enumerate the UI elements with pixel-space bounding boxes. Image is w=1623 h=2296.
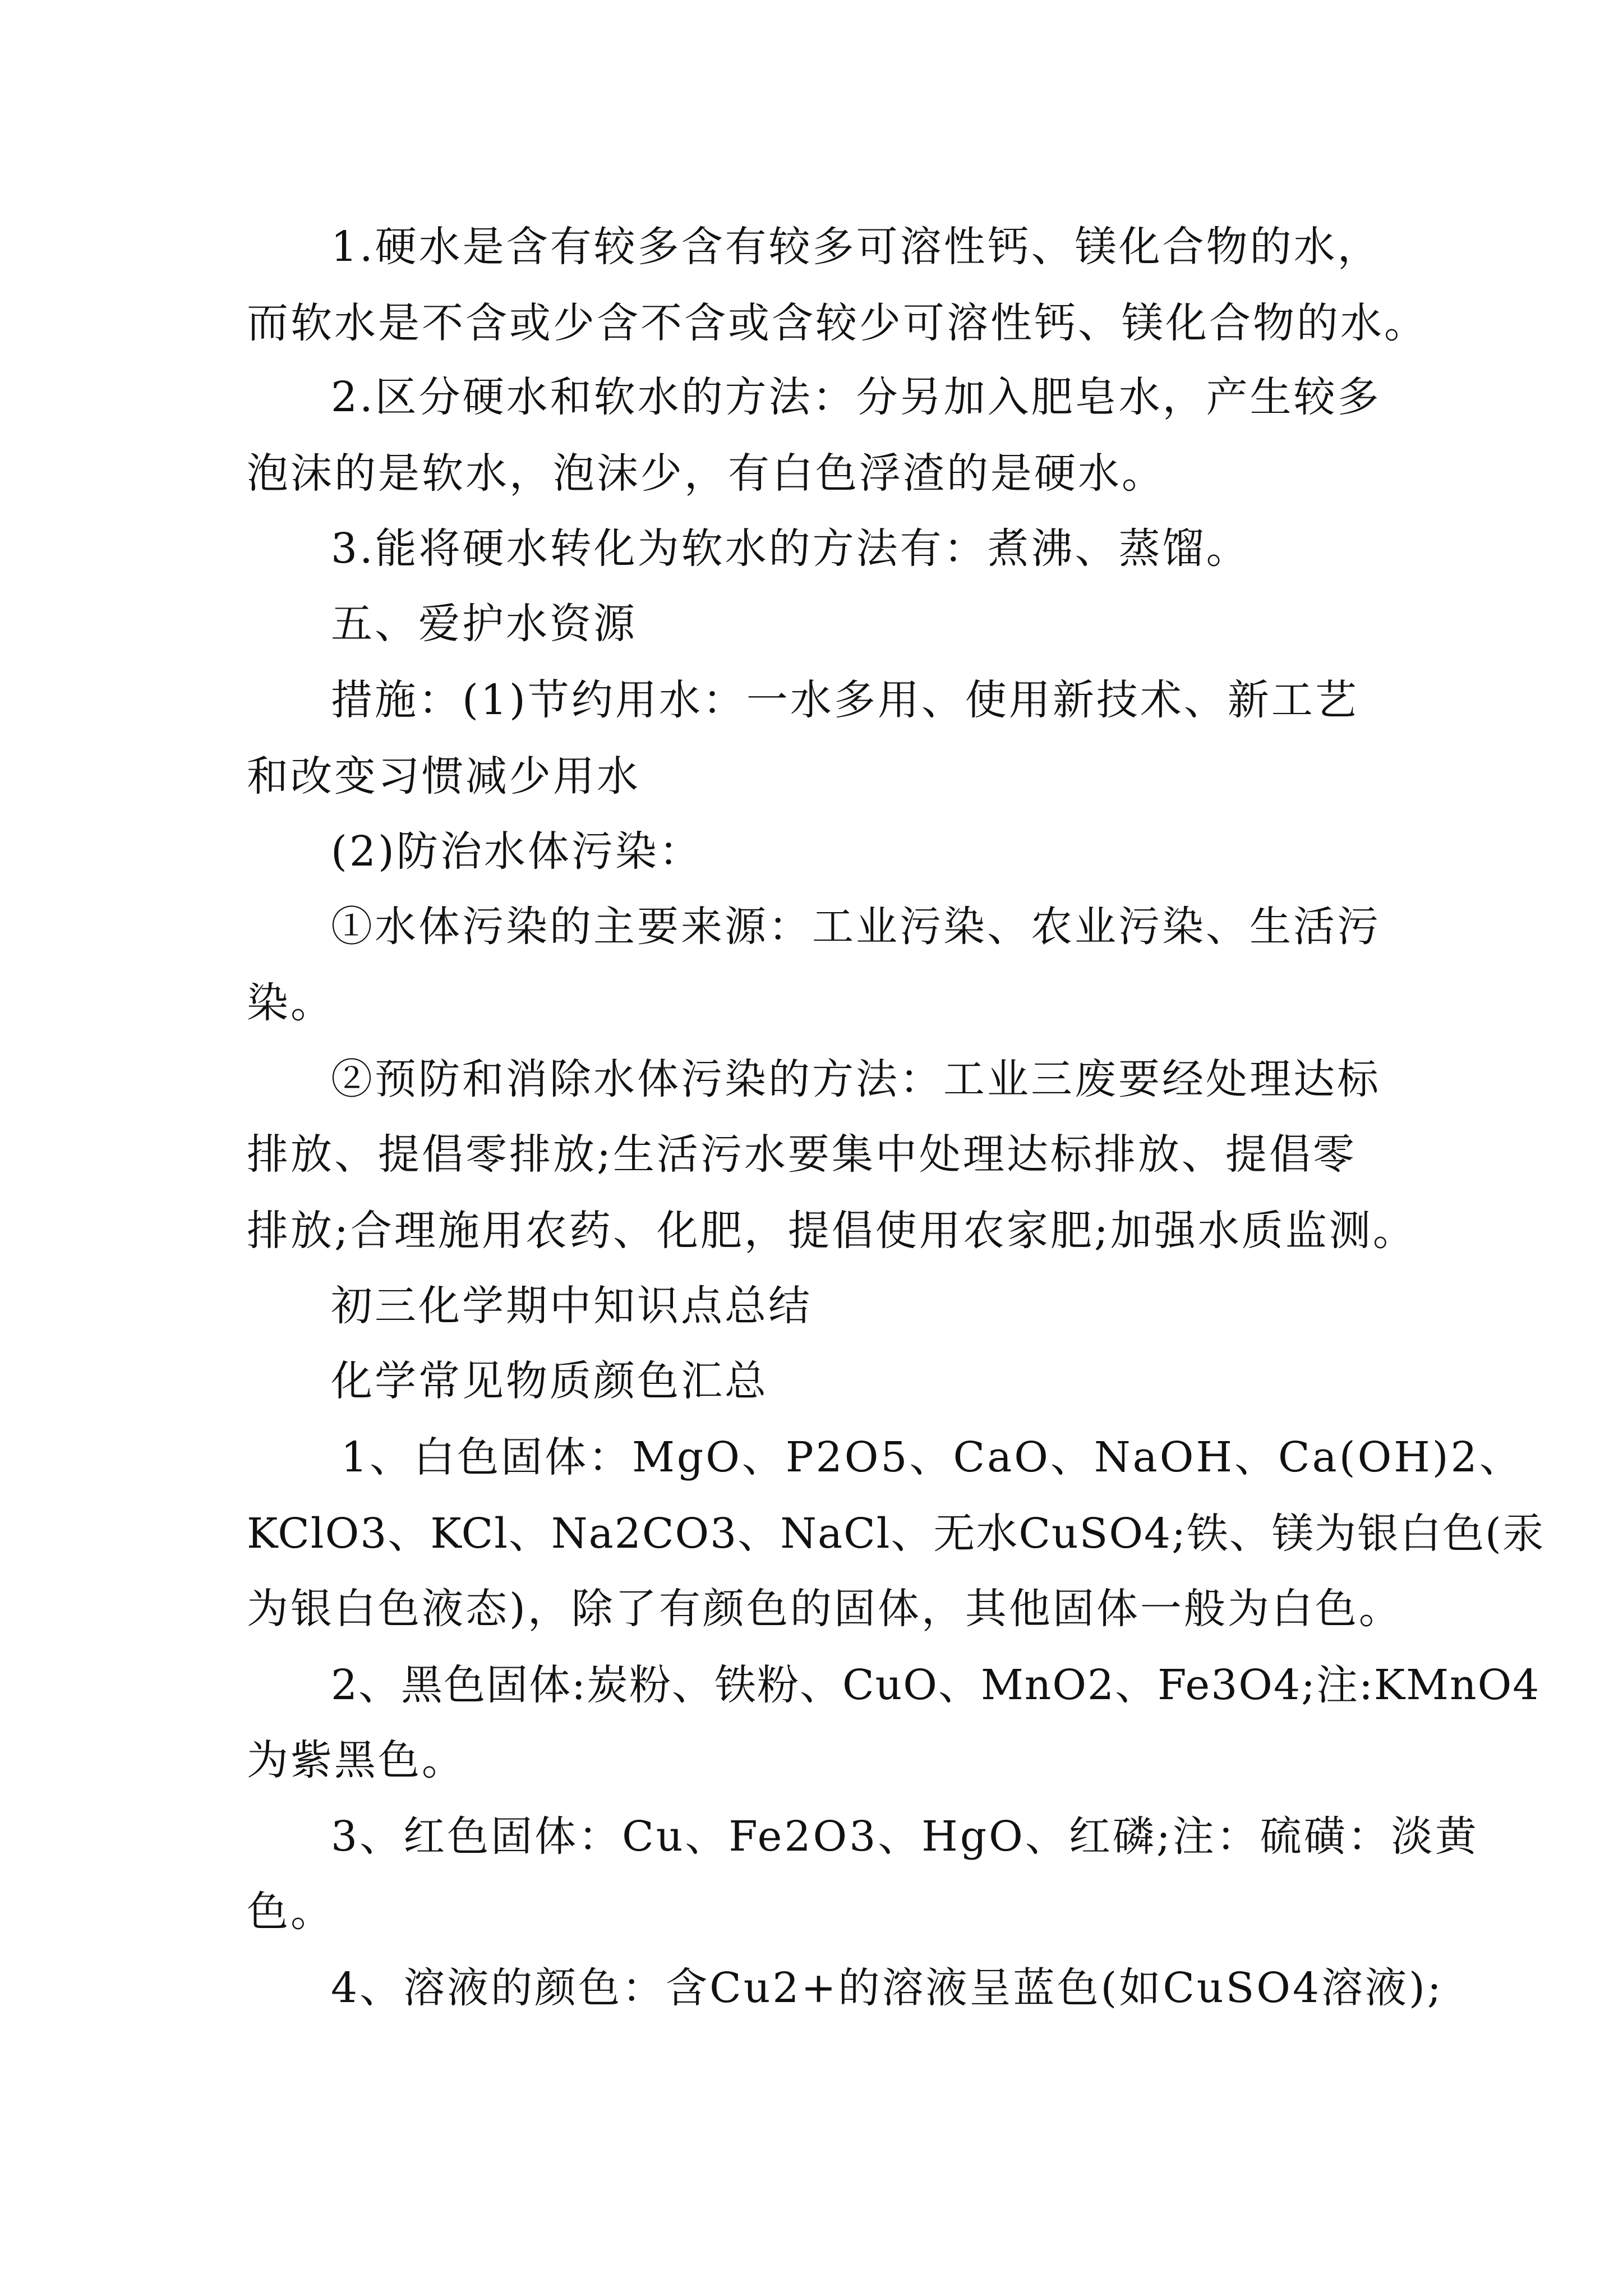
text-line: 排放、提倡零排放;生活污水要集中处理达标排放、提倡零 [247, 1130, 1357, 1179]
text-line: 2、黑色固体:炭粉、铁粉、CuO、MnO2、Fe3O4;注:KMnO4 [331, 1661, 1541, 1709]
text-line: (2)防治水体污染： [331, 827, 703, 876]
text-line: ②预防和消除水体污染的方法：工业三废要经处理达标 [331, 1055, 1381, 1103]
text-line: 2.区分硬水和软水的方法：分另加入肥皂水，产生较多 [331, 373, 1381, 421]
text-line: 染。 [247, 979, 334, 1027]
text-line: 3.能将硬水转化为软水的方法有：煮沸、蒸馏。 [331, 524, 1250, 573]
text-line: 泡沫的是软水，泡沫少，有白色浮渣的是硬水。 [247, 449, 1165, 498]
text-line: 为银白色液态)，除了有颜色的固体，其他固体一般为白色。 [247, 1585, 1403, 1633]
text-line: 和改变习惯减少用水 [247, 752, 640, 800]
section-heading: 化学常见物质颜色汇总 [331, 1357, 768, 1405]
text-line: ①水体污染的主要来源：工业污染、农业污染、生活污 [331, 903, 1381, 951]
text-line: 而软水是不含或少含不含或含较少可溶性钙、镁化合物的水。 [247, 299, 1428, 347]
section-heading: 初三化学期中知识点总结 [331, 1282, 812, 1330]
text-line: 措施：(1)节约用水：一水多用、使用新技术、新工艺 [331, 676, 1359, 724]
text-line: 排放;合理施用农药、化肥，提倡使用农家肥;加强水质监测。 [247, 1207, 1417, 1255]
text-line: KClO3、KCl、Na2CO3、NaCl、无水CuSO4;铁、镁为银白色(汞 [247, 1510, 1545, 1558]
section-heading: 五、爱护水资源 [331, 600, 637, 648]
text-line: 1、白色固体：MgO、P2O5、CaO、NaOH、Ca(OH)2、 [341, 1433, 1523, 1481]
text-line: 色。 [247, 1888, 334, 1936]
text-line: 4、溶液的颜色：含Cu2+的溶液呈蓝色(如CuSO4溶液); [331, 1964, 1444, 2012]
text-line: 为紫黑色。 [247, 1736, 465, 1784]
text-line: 3、红色固体：Cu、Fe2O3、HgO、红磷;注：硫磺：淡黄 [331, 1812, 1479, 1861]
text-line: 1.硬水是含有较多含有较多可溶性钙、镁化合物的水， [331, 223, 1381, 271]
